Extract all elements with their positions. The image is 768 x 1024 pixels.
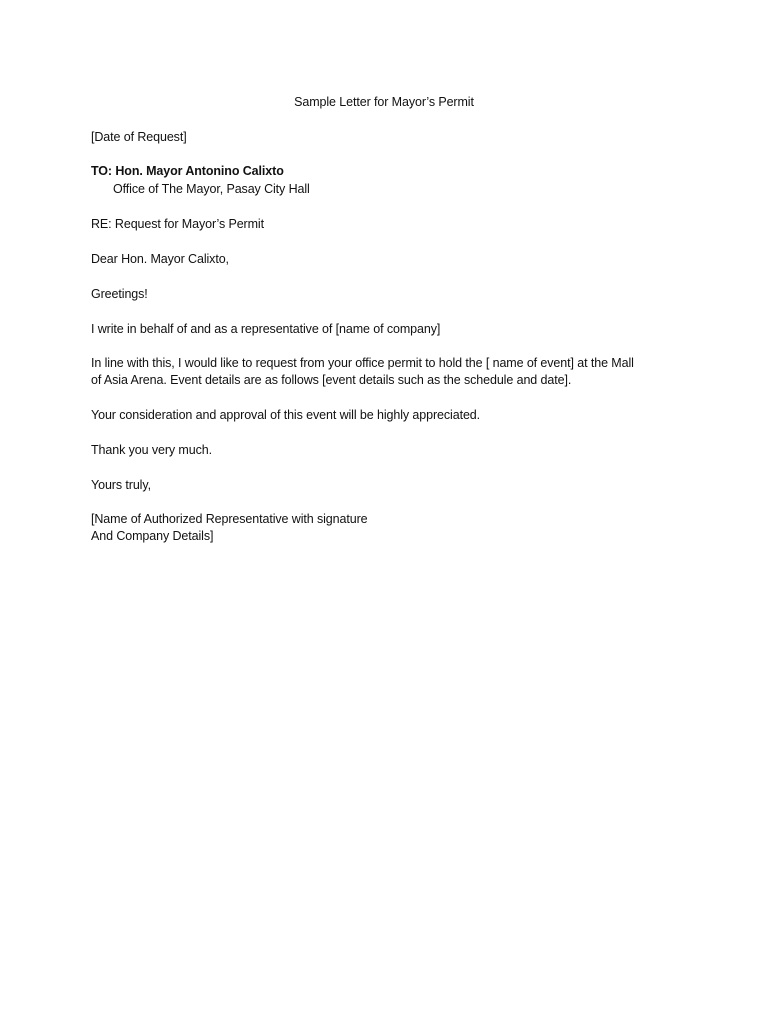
greeting: Greetings! xyxy=(91,287,148,301)
letter-title: Sample Letter for Mayor’s Permit xyxy=(294,95,474,109)
salutation: Dear Hon. Mayor Calixto, xyxy=(91,252,229,266)
closing-line: Yours truly, xyxy=(91,478,151,492)
thanks-line: Thank you very much. xyxy=(91,443,212,457)
signature-line-2: And Company Details] xyxy=(91,529,214,543)
signature-line-1: [Name of Authorized Representative with signature xyxy=(91,512,368,526)
subject-line: RE: Request for Mayor’s Permit xyxy=(91,217,264,231)
date-placeholder: [Date of Request] xyxy=(91,130,187,144)
recipient-line: TO: Hon. Mayor Antonino Calixto xyxy=(91,164,284,178)
paragraph-request-line-1: In line with this, I would like to request from your office permit to hold the [ name of event] at the Mall xyxy=(91,356,634,370)
paragraph-consideration: Your consideration and approval of this event will be highly appreciated. xyxy=(91,408,481,422)
paragraph-representative: I write in behalf of and as a representative of [name of company] xyxy=(91,322,441,336)
paragraph-request-line-2: of Asia Arena. Event details are as follows [event details such as the schedule and date]. xyxy=(91,373,572,387)
recipient-office: Office of The Mayor, Pasay City Hall xyxy=(113,182,310,196)
